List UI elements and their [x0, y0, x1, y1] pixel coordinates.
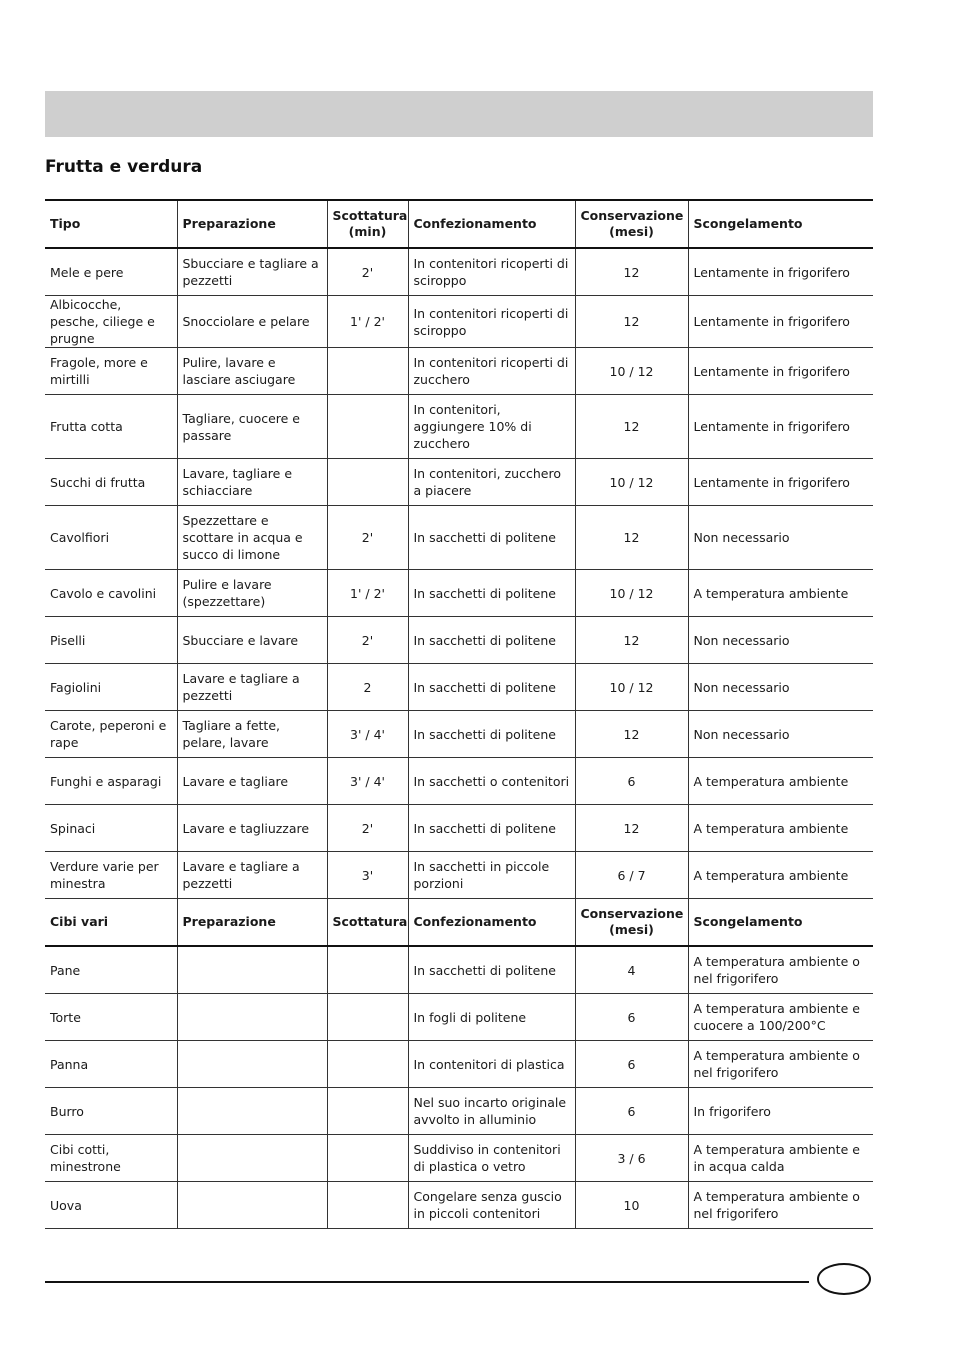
table-cell: In sacchetti di politene [408, 711, 575, 758]
table-cell: 3' / 4' [327, 711, 408, 758]
table-cell: A temperatura ambiente [688, 852, 873, 899]
table-row [45, 994, 873, 1041]
table-cell: Spinaci [45, 805, 177, 852]
column-header: Confezionamento [408, 200, 575, 248]
table-cell: Sbucciare e tagliare a pezzetti [177, 248, 327, 296]
column-header: Conservazione (mesi) [575, 899, 688, 947]
table-cell: 2' [327, 617, 408, 664]
table-cell [177, 1041, 327, 1088]
column-header: Scongelamento [688, 899, 873, 947]
table-row [45, 758, 873, 805]
table-cell: 3' [327, 852, 408, 899]
table-cell: Lentamente in frigorifero [688, 296, 873, 348]
table-body [45, 200, 873, 1229]
table-row [45, 664, 873, 711]
table-cell [177, 1182, 327, 1229]
table-cell [327, 1182, 408, 1229]
table-row [45, 459, 873, 506]
table-cell: Lavare, tagliare e schiacciare [177, 459, 327, 506]
column-header: Cibi vari [45, 899, 177, 947]
column-header: Tipo [45, 200, 177, 248]
table-cell: 10 / 12 [575, 570, 688, 617]
column-header: Scongelamento [688, 200, 873, 248]
table-row [45, 852, 873, 899]
table-cell: In sacchetti di politene [408, 506, 575, 570]
table-cell: 1' / 2' [327, 570, 408, 617]
table-cell: A temperatura ambiente o nel frigorifero [688, 1182, 873, 1229]
table-cell: 2 [327, 664, 408, 711]
table-cell: Lentamente in frigorifero [688, 348, 873, 395]
table-cell: Burro [45, 1088, 177, 1135]
table-cell: Piselli [45, 617, 177, 664]
table-cell [177, 1135, 327, 1182]
table-row [45, 395, 873, 459]
table-cell: Funghi e asparagi [45, 758, 177, 805]
table-row [45, 506, 873, 570]
table-cell [327, 348, 408, 395]
page-number-oval [817, 1263, 871, 1295]
table-cell: 10 [575, 1182, 688, 1229]
table-cell: 2' [327, 248, 408, 296]
table-cell: Snocciolare e pelare [177, 296, 327, 348]
table-cell: 2' [327, 506, 408, 570]
table-cell: 6 / 7 [575, 852, 688, 899]
table-cell: Lentamente in frigorifero [688, 395, 873, 459]
table-cell: Panna [45, 1041, 177, 1088]
table-row [45, 805, 873, 852]
table-cell: Pulire e lavare (spezzettare) [177, 570, 327, 617]
table-cell: 3 / 6 [575, 1135, 688, 1182]
column-header: Conservazione (mesi) [575, 200, 688, 248]
table-cell: Sbucciare e lavare [177, 617, 327, 664]
table-cell: Lavare e tagliare a pezzetti [177, 664, 327, 711]
table-cell: In sacchetti o contenitori [408, 758, 575, 805]
table-cell: Lavare e tagliare a pezzetti [177, 852, 327, 899]
table-cell: Lavare e tagliare [177, 758, 327, 805]
table-cell: In sacchetti in piccole porzioni [408, 852, 575, 899]
table-cell: A temperatura ambiente [688, 805, 873, 852]
table-cell: 12 [575, 805, 688, 852]
table-row [45, 248, 873, 296]
table-cell: 3' / 4' [327, 758, 408, 805]
table-cell: Lentamente in frigorifero [688, 248, 873, 296]
table-cell: Torte [45, 994, 177, 1041]
table-row [45, 711, 873, 758]
table-cell: Spezzettare e scottare in acqua e succo di limone [177, 506, 327, 570]
table-cell: 12 [575, 248, 688, 296]
table-cell: In sacchetti di politene [408, 805, 575, 852]
table-cell: In frigorifero [688, 1088, 873, 1135]
header-band [45, 91, 873, 137]
table-cell: In sacchetti di politene [408, 617, 575, 664]
table-cell: Tagliare, cuocere e passare [177, 395, 327, 459]
column-header: Preparazione [177, 200, 327, 248]
table-cell: In contenitori, aggiungere 10% di zucchero [408, 395, 575, 459]
header-row [45, 200, 873, 248]
table-cell: Uova [45, 1182, 177, 1229]
footer-rule [45, 1281, 809, 1283]
table-row [45, 1088, 873, 1135]
table-cell: Tagliare a fette, pelare, lavare [177, 711, 327, 758]
table-cell [327, 395, 408, 459]
table-cell: 6 [575, 1088, 688, 1135]
table-cell [177, 994, 327, 1041]
table-cell: Fagiolini [45, 664, 177, 711]
table-cell: Fragole, more e mirtilli [45, 348, 177, 395]
table-cell: Cavolfiori [45, 506, 177, 570]
table-cell: In contenitori ricoperti di sciroppo [408, 248, 575, 296]
table-cell: A temperatura ambiente e in acqua calda [688, 1135, 873, 1182]
table-cell: Succhi di frutta [45, 459, 177, 506]
table-cell [327, 1088, 408, 1135]
table-row [45, 1135, 873, 1182]
table-row [45, 1041, 873, 1088]
table-row [45, 348, 873, 395]
table-cell: Non necessario [688, 664, 873, 711]
table-cell: 12 [575, 395, 688, 459]
table-cell: Lavare e tagliuzzare [177, 805, 327, 852]
freezing-table [45, 199, 873, 1229]
table-cell: Non necessario [688, 617, 873, 664]
table-cell: Pane [45, 946, 177, 994]
table-cell: Frutta cotta [45, 395, 177, 459]
header-row [45, 899, 873, 947]
table-cell: 6 [575, 1041, 688, 1088]
table-cell: 10 / 12 [575, 348, 688, 395]
table-cell: Verdure varie per minestra [45, 852, 177, 899]
section-title: Frutta e verdura [45, 157, 203, 177]
table-cell: A temperatura ambiente o nel frigorifero [688, 1041, 873, 1088]
table-cell [177, 946, 327, 994]
table-row [45, 617, 873, 664]
table-cell: 12 [575, 506, 688, 570]
table-cell: 12 [575, 617, 688, 664]
table-cell: Cavolo e cavolini [45, 570, 177, 617]
table-row [45, 296, 873, 348]
table-cell: Cibi cotti, minestrone [45, 1135, 177, 1182]
table-cell: In sacchetti di politene [408, 946, 575, 994]
table-cell: Albicocche, pesche, ciliege e prugne [45, 296, 177, 348]
table-cell: In contenitori di plastica [408, 1041, 575, 1088]
table-cell: 2' [327, 805, 408, 852]
table-cell [177, 1088, 327, 1135]
table-cell: Suddiviso in contenitori di plastica o vetro [408, 1135, 575, 1182]
table-cell: 10 / 12 [575, 459, 688, 506]
table-cell: 6 [575, 758, 688, 805]
table-cell: A temperatura ambiente e cuocere a 100/200°C [688, 994, 873, 1041]
table-cell: A temperatura ambiente o nel frigorifero [688, 946, 873, 994]
table-cell [327, 994, 408, 1041]
column-header: Confezionamento [408, 899, 575, 947]
table-cell: A temperatura ambiente [688, 570, 873, 617]
table-row [45, 946, 873, 994]
table-row [45, 1182, 873, 1229]
table-cell: In contenitori ricoperti di zucchero [408, 348, 575, 395]
table-cell: In fogli di politene [408, 994, 575, 1041]
table-cell: In sacchetti di politene [408, 664, 575, 711]
table-cell [327, 1041, 408, 1088]
table-cell: 6 [575, 994, 688, 1041]
table-cell [327, 946, 408, 994]
table-cell: Carote, peperoni e rape [45, 711, 177, 758]
column-header: Scottatura (min) [327, 200, 408, 248]
table-cell: Pulire, lavare e lasciare asciugare [177, 348, 327, 395]
column-header: Preparazione [177, 899, 327, 947]
table-cell [327, 1135, 408, 1182]
table-cell: In contenitori ricoperti di sciroppo [408, 296, 575, 348]
table-cell: Non necessario [688, 711, 873, 758]
table-cell: 10 / 12 [575, 664, 688, 711]
table-cell: In contenitori, zucchero a piacere [408, 459, 575, 506]
column-header: Scottatura [327, 899, 408, 947]
table-cell: Congelare senza guscio in piccoli contenitori [408, 1182, 575, 1229]
table-cell: 1' / 2' [327, 296, 408, 348]
table-cell: Nel suo incarto originale avvolto in alluminio [408, 1088, 575, 1135]
table-cell: 4 [575, 946, 688, 994]
table-cell [327, 459, 408, 506]
table-cell: 12 [575, 711, 688, 758]
table-cell: Lentamente in frigorifero [688, 459, 873, 506]
table-cell: Non necessario [688, 506, 873, 570]
table-cell: 12 [575, 296, 688, 348]
table-cell: Mele e pere [45, 248, 177, 296]
table-row [45, 570, 873, 617]
table-cell: In sacchetti di politene [408, 570, 575, 617]
table-cell: A temperatura ambiente [688, 758, 873, 805]
